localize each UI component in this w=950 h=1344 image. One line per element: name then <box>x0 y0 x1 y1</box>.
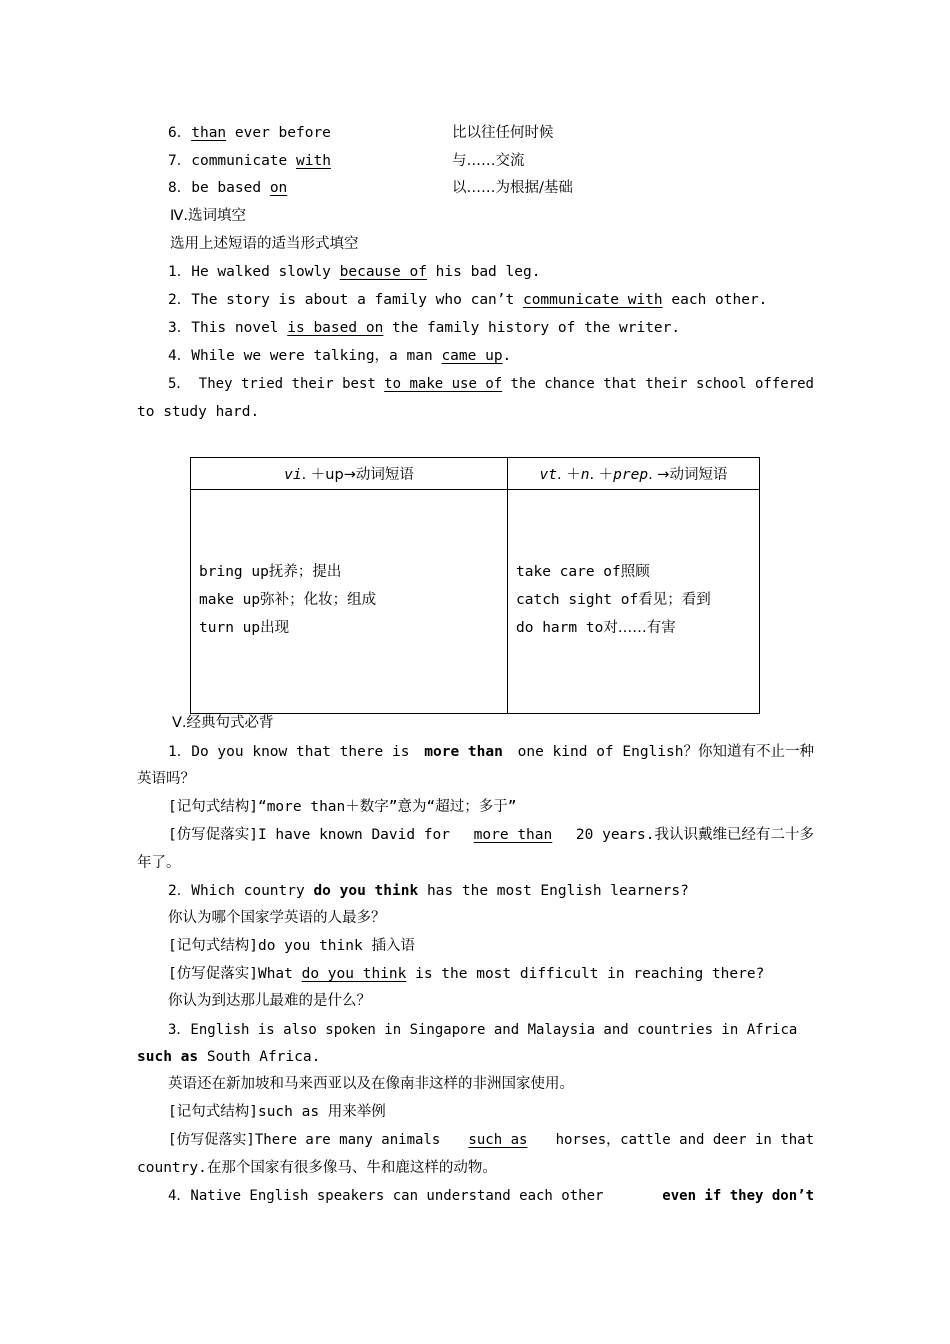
answer-blank: because of <box>339 264 427 280</box>
answer-blank: than <box>191 125 227 141</box>
phrase-table <box>190 457 760 714</box>
section-heading: Ⅴ.经典句式必背 <box>172 715 274 731</box>
structure-note-2: [记句式结构]do you think 插入语 <box>168 938 415 954</box>
answer-blank: with <box>296 153 331 169</box>
answer-blank: do you think <box>301 966 407 982</box>
practice-3: [仿写促落实]There are many animals such as horses，cattle and deer in that <box>168 1132 814 1148</box>
exercise-item-4: 4．While we were talking，a man came up. <box>168 348 512 364</box>
section-heading: Ⅳ.选词填空 <box>170 208 246 224</box>
practice-1: [仿写促落实]I have known David for more than 20 years.我认识戴维已经有二十多 <box>168 827 814 843</box>
sentence-3-continued: such as South Africa. <box>137 1049 321 1065</box>
structure-note-3: [记句式结构]such as 用来举例 <box>168 1104 386 1120</box>
sentence-1: 1．Do you know that there is more than one kind of English？你知道有不止一种 <box>168 744 814 760</box>
answer-blank: is based on <box>287 320 384 336</box>
practice-2: [仿写促落实]What do you think is the most difficult in reaching there? <box>168 966 765 982</box>
phrase-item-8: 8．be based on 以……为根据/基础 <box>168 180 573 196</box>
phrase-item-7: 7．communicate with 与……交流 <box>168 153 525 169</box>
table-row: take care of照顾 <box>516 564 650 580</box>
practice-1-continued: 年了。 <box>137 855 181 871</box>
phrase-meaning: 比以往任何时候 <box>452 125 554 141</box>
phrase-item-6: 6．than ever before 比以往任何时候 <box>168 125 554 141</box>
sentence-3-translation: 英语还在新加坡和马来西亚以及在像南非这样的非洲国家使用。 <box>168 1076 574 1092</box>
table-row: do harm to对……有害 <box>516 620 676 636</box>
phrase-meaning: 以……为根据/基础 <box>452 180 573 196</box>
answer-blank: more than <box>473 827 553 843</box>
item-number: 7． <box>168 153 192 169</box>
table-row: turn up出现 <box>199 620 290 636</box>
table-row: bring up抚养；提出 <box>199 564 342 580</box>
exercise-item-3: 3．This novel is based on the family history of the writer. <box>168 320 681 336</box>
sentence-2-translation: 你认为哪个国家学英语的人最多？ <box>168 910 386 926</box>
exercise-item-2: 2．The story is about a family who can’t communicate with each other. <box>168 292 768 308</box>
exercise-item-5-continued: to study hard. <box>137 404 260 420</box>
answer-blank: came up <box>441 348 503 364</box>
sentence-3: 3．English is also spoken in Singapore and Malaysia and countries in Africa <box>168 1022 798 1038</box>
practice-2-translation: 你认为到达那儿最难的是什么？ <box>168 993 371 1009</box>
phrase-meaning: 与……交流 <box>452 153 525 169</box>
item-number: 6． <box>168 125 192 141</box>
exercise-item-1: 1．He walked slowly because of his bad leg. <box>168 264 541 280</box>
table-header-vi: vi. ＋up→动词短语 <box>191 458 508 490</box>
answer-blank: such as <box>468 1132 528 1148</box>
table-row: make up弥补；化妆；组成 <box>199 592 377 608</box>
item-number: 8． <box>168 180 192 196</box>
structure-note-1: [记句式结构]“more than＋数字”意为“超过；多于” <box>168 799 517 815</box>
sentence-1-continued: 英语吗？ <box>137 771 195 787</box>
table-cell-vt-phrases <box>508 490 760 714</box>
answer-blank: to make use of <box>384 376 503 392</box>
table-header-vt: vt. ＋n. ＋prep. →动词短语 <box>508 458 760 490</box>
sentence-2: 2．Which country do you think has the most English learners? <box>168 883 689 899</box>
sentence-4: 4．Native English speakers can understand each other even if they don’t <box>168 1188 814 1204</box>
answer-blank: communicate with <box>522 292 663 308</box>
table-cell-vi-phrases <box>191 490 508 714</box>
section-instruction: 选用上述短语的适当形式填空 <box>170 236 359 252</box>
table-row: catch sight of看见；看到 <box>516 592 711 608</box>
practice-3-continued: country.在那个国家有很多像马、牛和鹿这样的动物。 <box>137 1160 497 1176</box>
answer-blank: on <box>269 180 288 196</box>
exercise-item-5: 5． They tried their best to make use of the chance that their school offered <box>168 376 814 392</box>
